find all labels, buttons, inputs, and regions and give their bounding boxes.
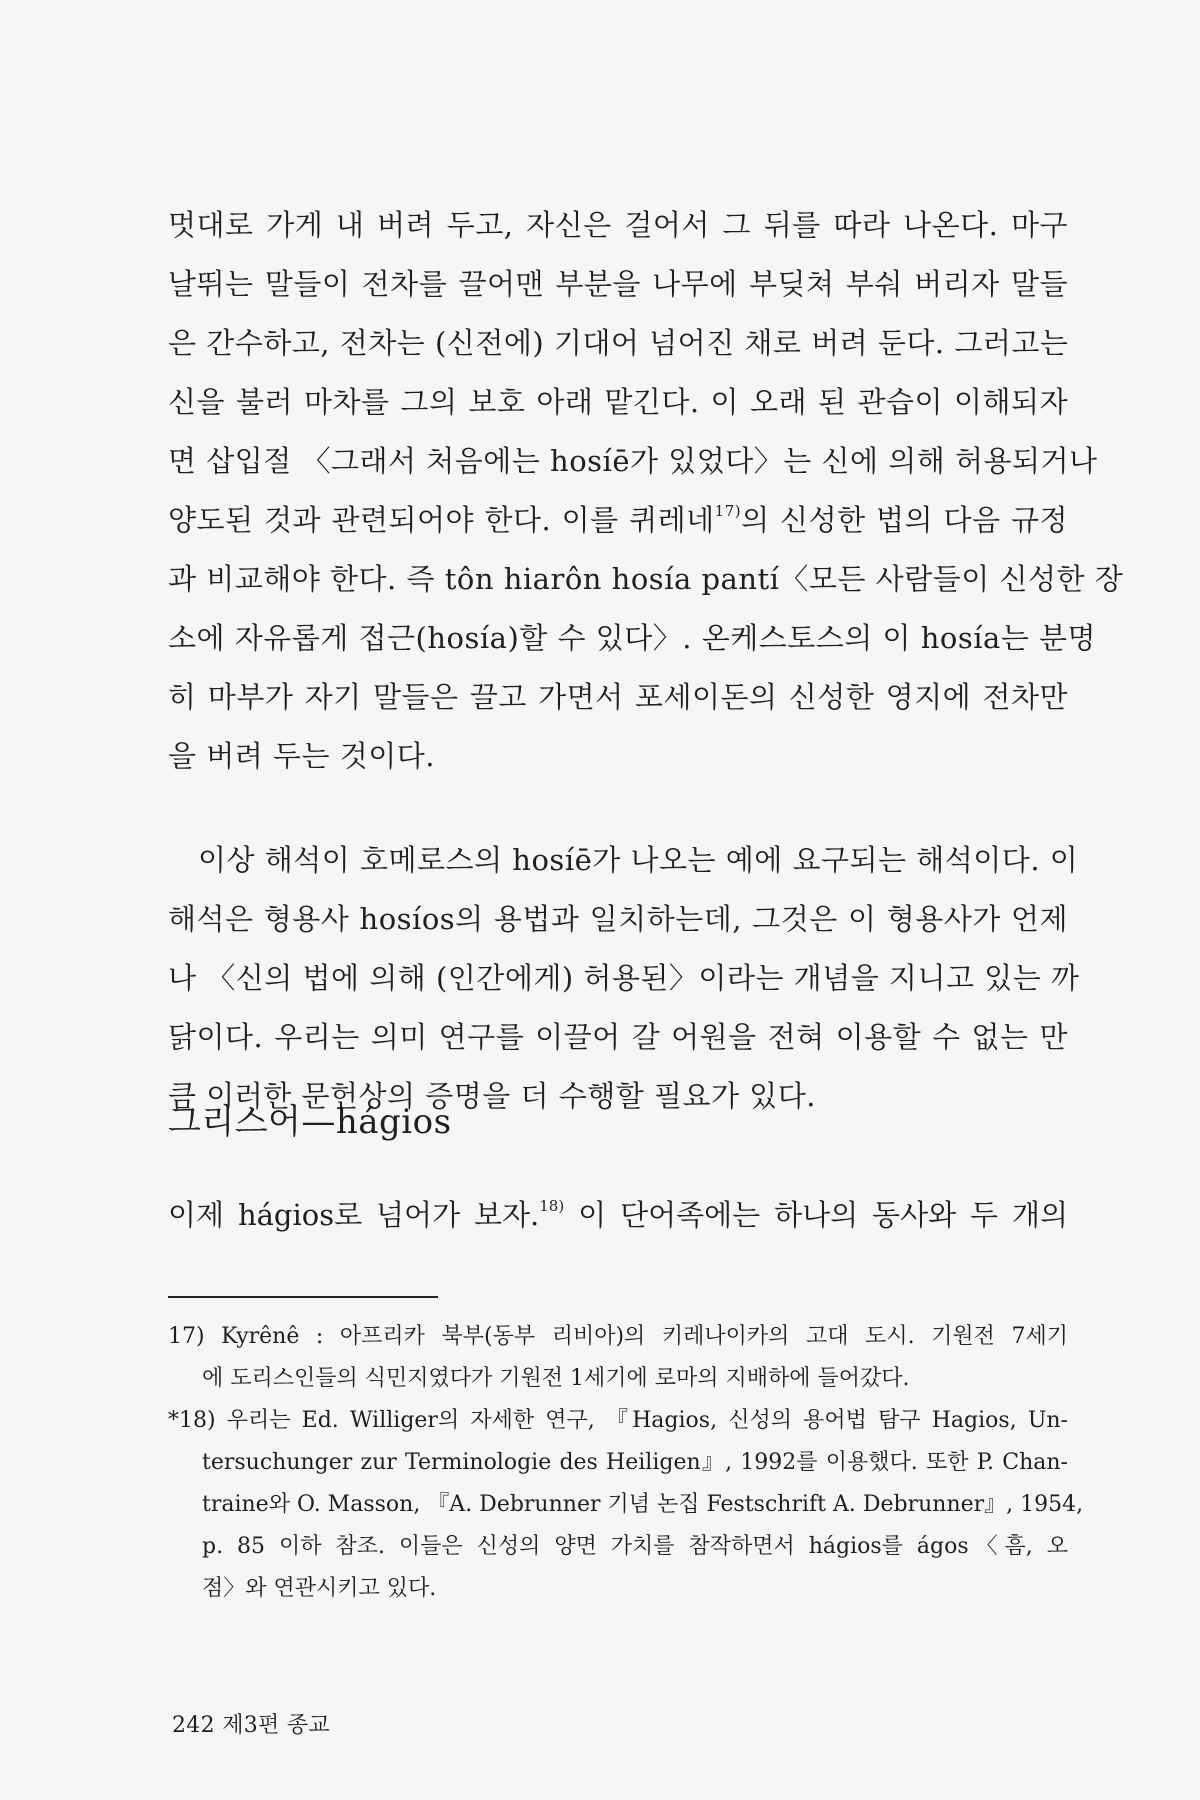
text-line: 큼 이러한 문헌상의 증명을 더 수행할 필요가 있다. xyxy=(168,1079,817,1113)
footnote-18-line: tersuchunger zur Terminologie des Heiligen』, 1992를 이용했다. 또한 P. Chan- xyxy=(202,1450,1068,1475)
text-line: 히 마부가 자기 말들은 끌고 가면서 포세이돈의 신성한 영지에 전차만 xyxy=(168,680,1068,714)
page-footer xyxy=(172,1708,330,1739)
footnote-17-line: 에 도리스인들의 식민지였다가 기원전 1세기에 로마의 지배하에 들어갔다. xyxy=(202,1366,910,1391)
footnote-18-line: *18) 우리는 Ed. Williger의 자세한 연구, 『Hagios, 신성의 용어법 탐구 Hagios, Un- xyxy=(168,1408,1068,1433)
text-line: 은 간수하고, 전차는 (신전에) 기대어 넘어진 채로 버려 둔다. 그러고는 xyxy=(168,326,1069,360)
footnote-18-line: traine와 O. Masson, 『A. Debrunner 기념 논집 Festschrift A. Debrunner』, 1954, xyxy=(202,1492,1084,1517)
body-text xyxy=(168,196,1124,1126)
text-line: 날뛰는 말들이 전차를 끌어맨 부분을 나무에 부딪쳐 부숴 버리자 말들 xyxy=(168,267,1068,301)
paragraph-2 xyxy=(168,831,1080,1126)
text-line: 닭이다. 우리는 의미 연구를 이끌어 갈 어원을 전혀 이용할 수 없는 만 xyxy=(168,1020,1068,1054)
text-line: 나 〈신의 법에 의해 (인간에게) 허용된〉이라는 개념을 지니고 있는 까 xyxy=(168,961,1080,995)
text-fragment: 의 신성한 법의 다음 규정 xyxy=(741,503,1068,537)
footnote-divider xyxy=(168,1296,438,1298)
text-line: 을 버려 두는 것이다. xyxy=(168,739,435,773)
footnote-18-line: 점〉와 연관시키고 있다. xyxy=(202,1576,437,1601)
paragraph-1 xyxy=(168,196,1124,786)
text-line: 해석은 형용사 hosíos의 용법과 일치하는데, 그것은 이 형용사가 언제 xyxy=(168,902,1068,936)
section-heading: 그리스어—hágios xyxy=(168,1102,452,1142)
text-line: 과 비교해야 한다. 즉 tôn hiarôn hosía pantí〈모든 사람들이 신성한 장 xyxy=(168,562,1124,596)
text-line: 소에 자유롭게 접근(hosía)할 수 있다〉. 온케스토스의 이 hosía는 분명 xyxy=(168,621,1097,655)
footnote-17-line: 17) Kyrênê : 아프리카 북부(동부 리비아)의 키레나이카의 고대 도시. 기원전 7세기 xyxy=(168,1324,1068,1349)
footnote-18-line: p. 85 이하 참조. 이들은 신성의 양면 가치를 참작하면서 hágios를 ágos〈흠, 오 xyxy=(202,1534,1069,1559)
running-section-title: 제3편 종교 xyxy=(222,1713,331,1738)
text-line-with-footnote-ref xyxy=(168,491,1068,550)
text-line: 멋대로 가게 내 버려 두고, 자신은 걸어서 그 뒤를 따라 나온다. 마구 xyxy=(168,208,1068,242)
text-line: 면 삽입절 〈그래서 처음에는 hosíē가 있었다〉는 신에 의해 허용되거나 xyxy=(168,444,1098,478)
footnotes xyxy=(168,1316,1084,1610)
page-number: 242 xyxy=(172,1713,215,1738)
text-fragment: 양도된 것과 관련되어야 한다. 이를 퀴레네 xyxy=(168,503,715,537)
footnote-ref-18: 18) xyxy=(539,1197,565,1215)
text-fragment: 이 단어족에는 하나의 동사와 두 개의 xyxy=(564,1198,1068,1232)
text-line: 신을 불러 마차를 그의 보호 아래 맡긴다. 이 오래 된 관습이 이해되자 xyxy=(168,385,1068,419)
text-line: 이상 해석이 호메로스의 hosíē가 나오는 예에 요구되는 해석이다. 이 xyxy=(198,843,1079,877)
text-fragment: 이제 hágios로 넘어가 보자. xyxy=(168,1198,540,1232)
section-first-line xyxy=(168,1186,1068,1245)
footnote-ref-17: 17) xyxy=(714,502,742,520)
